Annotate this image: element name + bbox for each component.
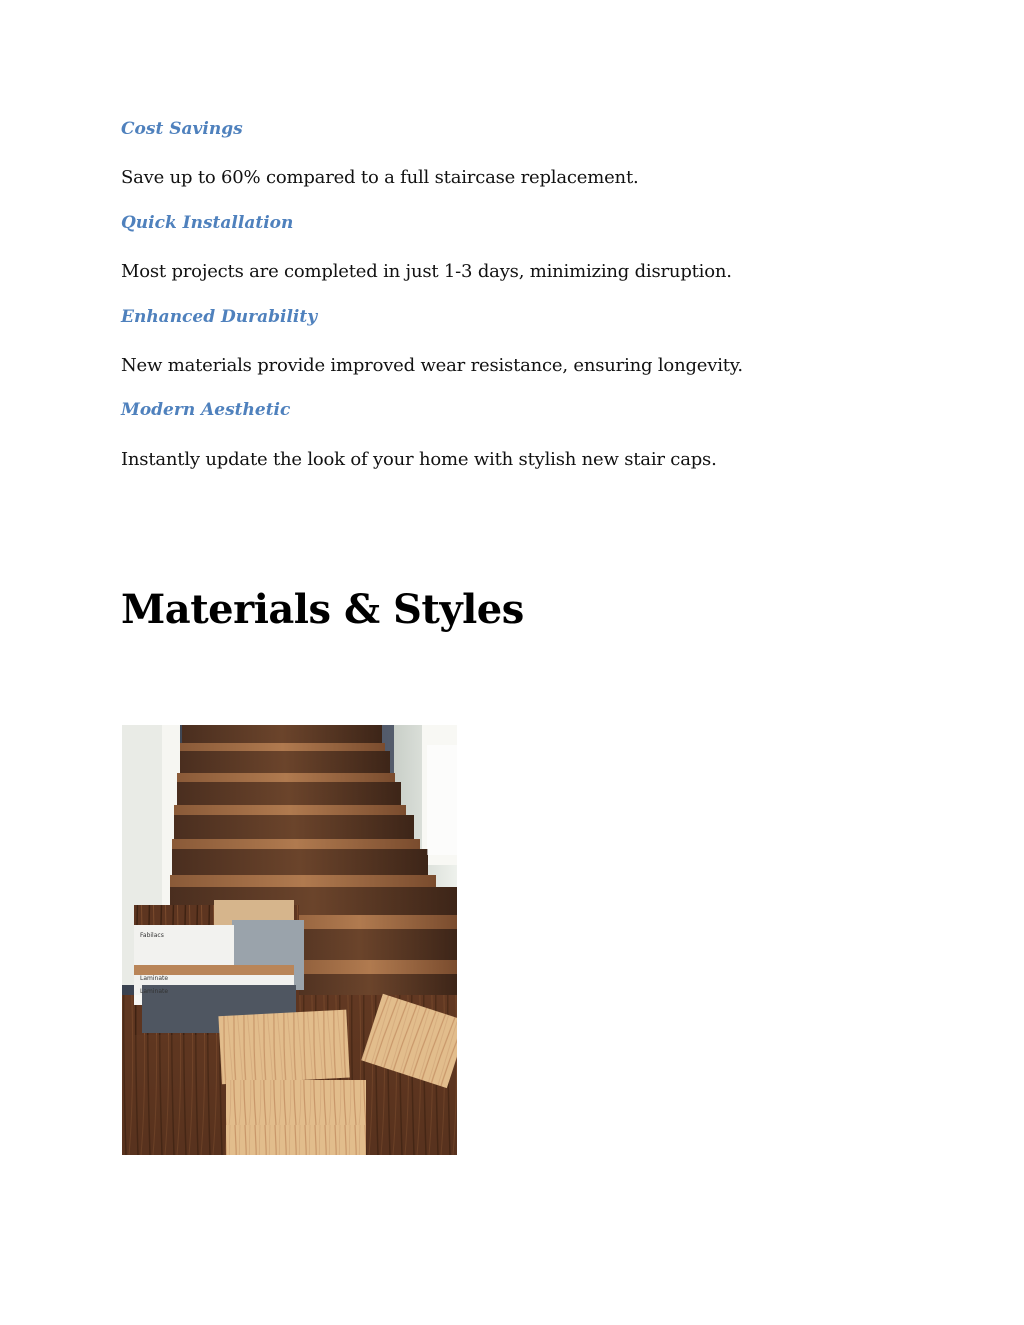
sample-label-2: Laminate: [140, 975, 169, 982]
benefit-text-modern-aesthetic: Instantly update the look of your home with stylish new stair caps.: [121, 449, 717, 470]
benefit-text-enhanced-durability: New materials provide improved wear resistance, ensuring longevity.: [121, 355, 743, 376]
benefit-text-quick-installation: Most projects are completed in just 1-3 days, minimizing disruption.: [121, 261, 732, 282]
section-title: Materials & Styles: [121, 586, 524, 633]
benefit-heading-quick-installation: Quick Installation: [121, 213, 294, 233]
sample-label-3: Laminate: [140, 988, 169, 995]
sample-label-1: Fabilacs: [140, 932, 164, 939]
benefit-heading-cost-savings: Cost Savings: [121, 119, 243, 139]
benefit-text-cost-savings: Save up to 60% compared to a full staircase replacement.: [121, 167, 639, 188]
benefit-heading-enhanced-durability: Enhanced Durability: [121, 307, 318, 327]
benefit-heading-modern-aesthetic: Modern Aesthetic: [121, 400, 291, 420]
staircase-materials-photo: [122, 725, 457, 1155]
